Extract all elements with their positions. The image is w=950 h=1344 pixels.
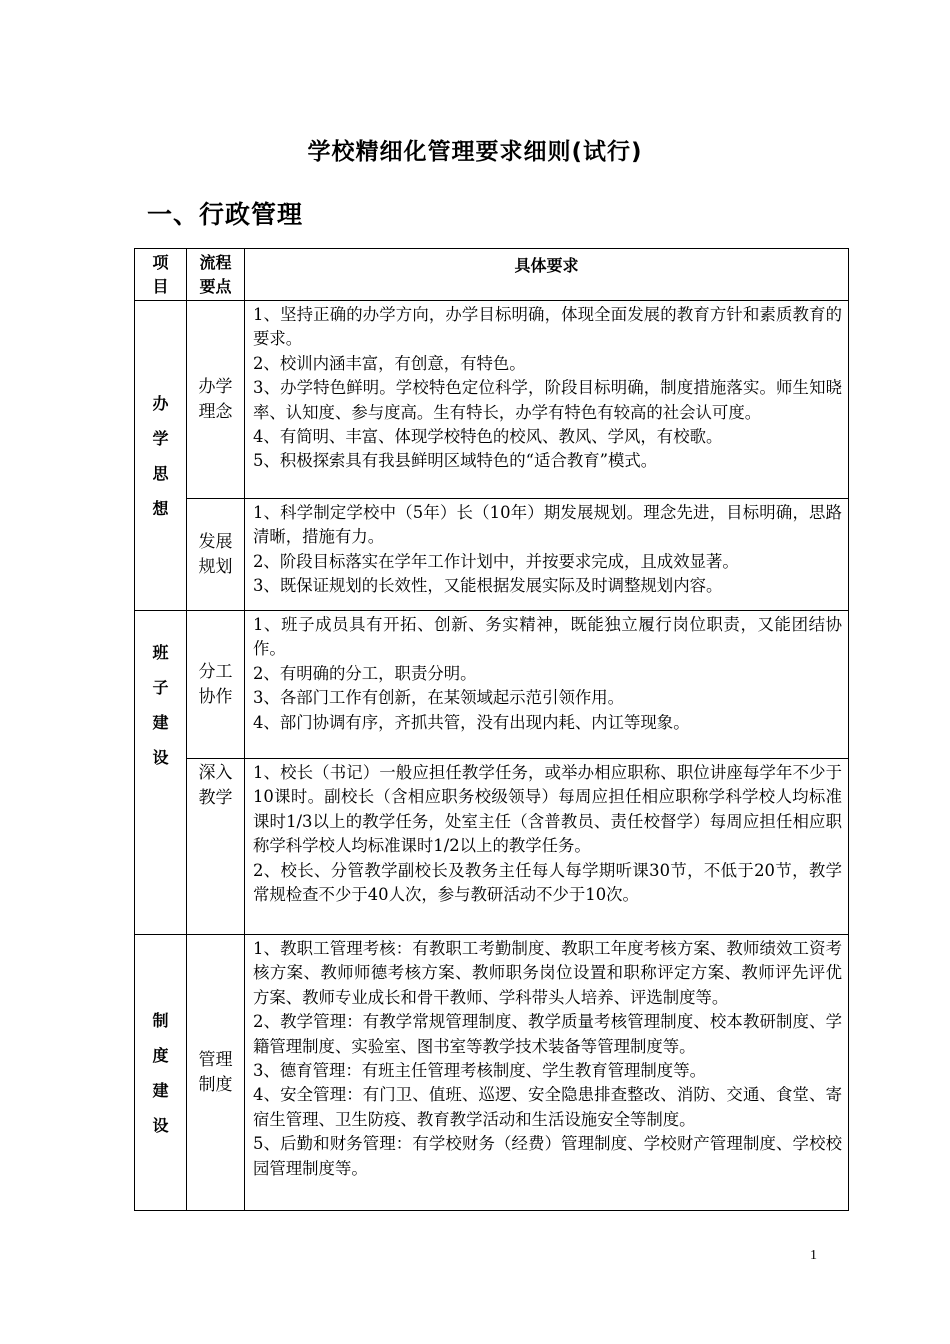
- category-char: 子: [152, 678, 169, 697]
- category-char: 办: [152, 393, 169, 413]
- requirement-item: 5、积极探索具有我县鲜明区域特色的“适合教育”模式。: [253, 451, 658, 471]
- header-item: [135, 249, 187, 301]
- requirement-item: 4、有简明、丰富、体现学校特色的校风、教风、学风，有校歌。: [253, 427, 723, 447]
- requirement-item: 1、教职工管理考核：有教职工考勤制度、教职工年度考核方案、教师绩效工资考核方案、教师师德考核方案、教师职务岗位设置和职称评定方案、教师评先评优方案、教师专业成长和骨干教师、学科带头人培养、评选制度等。: [253, 939, 842, 1007]
- table-row: [135, 935, 849, 1211]
- requirement-item: 1、科学制定学校中（5年）长（10年）期发展规划。理念先进，目标明确，思路清晰，措施有力。: [253, 503, 842, 547]
- process-line: 理念: [198, 401, 233, 422]
- category-char: 制: [152, 1010, 169, 1030]
- requirements-cell: [245, 301, 849, 499]
- requirement-item: 2、校长、分管教学副校长及教务主任每人每学期听课30节，不低于20节，教学常规检查不少于40人次，参与教研活动不少于10次。: [253, 860, 842, 905]
- header-process-line-2: 要点: [199, 276, 232, 296]
- process-line: 教学: [198, 788, 233, 808]
- requirement-item: 3、各部门工作有创新，在某领域起示范引领作用。: [253, 688, 625, 708]
- requirements-cell: [245, 611, 849, 759]
- process-line: 管理: [198, 1049, 233, 1070]
- process-line: 规划: [198, 556, 233, 577]
- category-cell: [135, 935, 187, 1211]
- page-number: 1: [810, 1248, 817, 1263]
- category-char: 设: [152, 1115, 169, 1135]
- header-item-line-2: 目: [152, 276, 169, 296]
- process-line: 深入: [198, 763, 233, 783]
- category-char: 想: [152, 498, 169, 518]
- process-cell: [187, 301, 245, 499]
- process-cell: [187, 499, 245, 611]
- requirement-item: 1、坚持正确的办学方向，办学目标明确，体现全面发展的教育方针和素质教育的要求。: [253, 305, 842, 349]
- header-item-line-1: 项: [152, 252, 169, 272]
- requirements-cell: [245, 499, 849, 611]
- requirement-item: 3、办学特色鲜明。学校特色定位科学，阶段目标明确，制度措施落实。师生知晓率、认知度、参与度高。生有特长，办学有特色有较高的社会认可度。: [253, 378, 842, 422]
- requirement-item: 2、教学管理：有教学常规管理制度、教学质量考核管理制度、校本教研制度、学籍管理制度、实验室、图书室等教学技术装备等管理制度等。: [253, 1012, 842, 1056]
- table-header-row: [135, 249, 849, 301]
- requirement-item: 2、有明确的分工，职责分明。: [253, 663, 477, 683]
- category-char: 学: [152, 428, 169, 448]
- header-process: [187, 249, 245, 301]
- category-char: 建: [152, 713, 169, 732]
- section-heading: 一、行政管理: [147, 200, 304, 229]
- requirement-item: 4、安全管理：有门卫、值班、巡逻、安全隐患排查整改、消防、交通、食堂、寄宿生管理、卫生防疫、教育教学活动和生活设施安全等制度。: [253, 1085, 842, 1129]
- category-char: 设: [152, 748, 169, 767]
- category-char: 度: [152, 1045, 169, 1065]
- category-char: 建: [152, 1080, 169, 1100]
- requirement-item: 1、班子成员具有开拓、创新、务实精神，既能独立履行岗位职责，又能团结协作。: [253, 615, 842, 659]
- process-line: 办学: [198, 376, 233, 397]
- table-row: [135, 611, 849, 759]
- category-cell: [135, 611, 187, 935]
- header-process-line-1: 流程: [199, 252, 232, 272]
- requirements-cell: [245, 935, 849, 1211]
- table-row: [135, 301, 849, 499]
- requirement-item: 5、后勤和财务管理：有学校财务（经费）管理制度、学校财产管理制度、学校校园管理制度等。: [253, 1134, 842, 1178]
- table-row: [135, 499, 849, 611]
- process-line: 发展: [198, 531, 233, 552]
- header-requirements: 具体要求: [245, 249, 849, 301]
- document-title: 学校精细化管理要求细则(试行): [307, 139, 643, 165]
- requirements-table: [134, 248, 849, 1211]
- requirement-item: 3、既保证规划的长效性，又能根据发展实际及时调整规划内容。: [253, 576, 723, 596]
- requirement-item: 2、阶段目标落实在学年工作计划中，并按要求完成，且成效显著。: [253, 551, 739, 571]
- process-line: 协作: [198, 686, 233, 707]
- requirement-item: 1、校长（书记）一般应担任教学任务，或举办相应职称、职位讲座每学年不少于10课时。副校长（含相应职务校级领导）每周应担任相应职称学科学校人均标准课时1/3以上的教学任务，处室主任（含普教员、责任校督学）每周应担任相应职称学科学校人均标准课时1/2以上的教学任务。: [253, 763, 842, 856]
- category-char: 班: [152, 643, 169, 662]
- requirement-item: 3、德育管理：有班主任管理考核制度、学生教育管理制度等。: [253, 1061, 706, 1081]
- process-cell: [187, 611, 245, 759]
- process-cell: [187, 935, 245, 1211]
- requirements-cell: [245, 759, 849, 935]
- category-char: 思: [152, 463, 169, 483]
- requirement-item: 2、校训内涵丰富，有创意，有特色。: [253, 353, 526, 373]
- process-line: 分工: [198, 661, 233, 682]
- category-cell: [135, 301, 187, 611]
- requirement-item: 4、部门协调有序，齐抓共管，没有出现内耗、内讧等现象。: [253, 712, 690, 732]
- process-line: 制度: [198, 1074, 233, 1095]
- table-row: [135, 759, 849, 935]
- process-cell: [187, 759, 245, 935]
